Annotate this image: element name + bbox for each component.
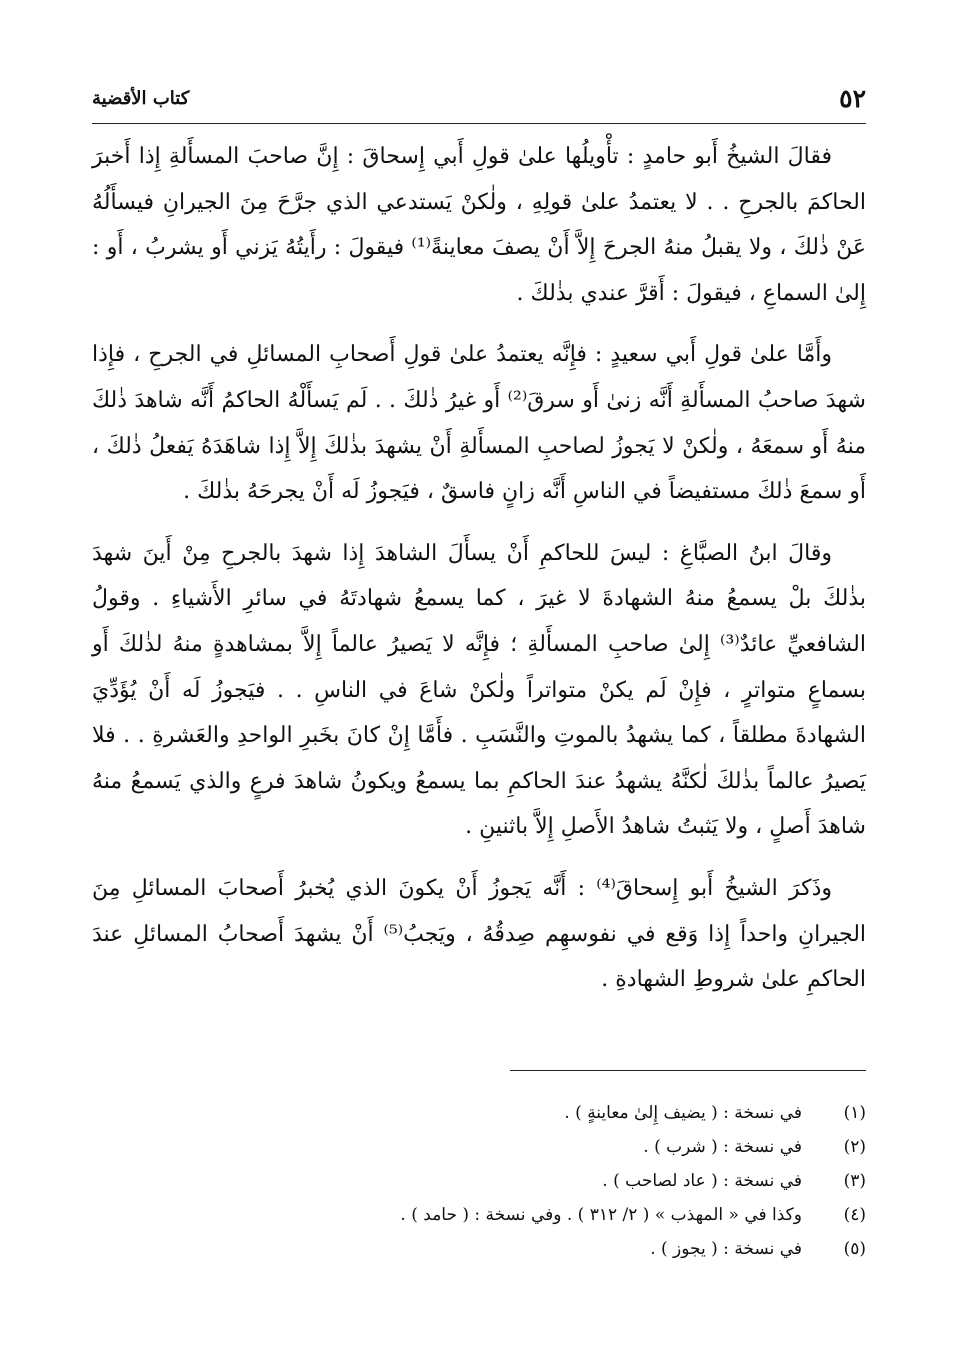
footnote-text: في نسخة : ( شرب ) . bbox=[643, 1137, 802, 1157]
paragraph: وأَمَّا علىٰ قولِ أَبي سعيدٍ : فإِنَّه يعتمدُ علىٰ قولِ أَصحابِ المسائلِ في الجرحِ ، فإِذا شهدَ صاحبُ المسأَلةِ أَنَّه زنىٰ أَو سرقَ⁽²⁾ أَو غيرُ ذٰلكَ . . لَم يَسأَلْهُ الحاكمُ أَنَّه شاهدَ ذٰلكَ منهُ أَو سمعَهُ ، ولٰكنْ لا يَجوزُ لصاحبِ المسأَلةِ أَنْ يشهدَ بذٰلكَ إِلاَّ إِذا شاهَدَهُ يَفعلُ ذٰلكَ ، أَو سمعَ ذٰلكَ مستفيضاً في الناسِ أَنَّه زانٍ فاسقٌ ، فيَجوزُ لَه أَنْ يجرحَهُ بذٰلكَ . bbox=[92, 342, 866, 505]
footnote-number: (٢) bbox=[843, 1137, 866, 1157]
footnote-text: في نسخة : ( يجوز ) . bbox=[650, 1239, 802, 1259]
main-text bbox=[92, 134, 866, 1019]
paragraph: وذَكرَ الشيخُ أَبو إِسحاقَ⁽⁴⁾ : أَنَّه يَجوزُ أَنْ يكونَ الذي يُخبرُ أَصحابَ المسائلِ مِنَ الجيرانِ واحداً إِذا وَقع في نفوسهِم صِدقُهُ ، ويَجبُ⁽⁵⁾ أَنْ يشهدَ أَصحابُ المسائلِ عندَ الحاكمِ علىٰ شروطِ الشهادةِ . bbox=[92, 875, 867, 993]
footnote-number: (٣) bbox=[843, 1171, 866, 1191]
footnote-item bbox=[92, 1096, 866, 1130]
footnote-item bbox=[92, 1198, 866, 1232]
footnote-number: (١) bbox=[843, 1103, 866, 1123]
footnote-text: وكذا في « المهذب » ( ٢/ ٣١٢ ) . وفي نسخة : ( حامد ) . bbox=[400, 1205, 802, 1225]
footnote-rule bbox=[510, 1070, 866, 1071]
header-rule bbox=[92, 123, 866, 124]
footnote-text: في نسخة : ( عاد لصاحب ) . bbox=[602, 1171, 802, 1191]
paragraph: فقالَ الشيخُ أَبو حامدٍ : تأْويلُها علىٰ قولِ أَبي إِسحاقَ : إِنَّ صاحبَ المسأَلةِ إِذا أَخبرَ الحاكمَ بالجرحِ . . لا يعتمدُ علىٰ قولِهِ ، ولٰكنْ يَستدعي الذي جرَّحَ مِنَ الجيرانِ فيسأَلُهُ عَنْ ذٰلكَ ، ولا يقبلُ منهُ الجرحَ إِلاَّ أَنْ يصفَ معاينةً⁽¹⁾ فيقولَ : رأَيتُهُ يَزني أَو يشربُ ، أَو : إِلىٰ السماعِ ، فيقولَ : أَقرَّ عندي بذٰلكَ . bbox=[92, 144, 866, 306]
paragraph: وقالَ ابنُ الصبَّاغِ : ليسَ للحاكمِ أَنْ يسأَلَ الشاهدَ إِذا شهدَ بالجرحِ مِنْ أَينَ شهدَ بذٰلكَ بلْ يسمعُ منهُ الشهادةَ لا غيرَ ، كما يسمعُ شهادتَهُ في سائرِ الأَشياءِ . وقولُ الشافعيِّ عائدٌ⁽³⁾ إِلىٰ صاحبِ المسأَلةِ ؛ فإِنَّه لا يَصيرُ عالماً إِلاَّ بمشاهدةٍ منهُ لذٰلكَ أَو بسماعٍ متواترٍ ، فإِنْ لَم يكنْ متواتراً ولٰكنْ شاعَ في الناسِ . . فيَجوزُ لَه أَنْ يُؤَدِّيَ الشهادةَ مطلقاً ، كما يشهدُ بالموتِ والنَّسَبِ . فأَمَّا إِنْ كانَ بخَبرِ الواحدِ والعَشرةِ . . فلا يَصيرُ عالماً بذٰلكَ لٰكنَّهُ يشهدُ عندَ الحاكمِ بما يسمعُ ويكونُ شاهدَ فرعٍ والذي يَسمعُ منهُ شاهدَ أَصلٍ ، ولا يَثبتُ شاهدُ الأَصلِ إِلاَّ باثنينِ . bbox=[92, 540, 866, 840]
running-title: كتاب الأقضية bbox=[92, 88, 190, 109]
page-number: ٥٢ bbox=[839, 84, 866, 113]
footnote-item bbox=[92, 1232, 866, 1266]
footnote-number: (٥) bbox=[843, 1239, 866, 1259]
footnote-item bbox=[92, 1130, 866, 1164]
footnote-text: في نسخة : ( يضيف إِلىٰ معاينةٍ ) . bbox=[564, 1103, 802, 1123]
footnote-number: (٤) bbox=[843, 1205, 866, 1225]
footnotes bbox=[92, 1096, 866, 1266]
page-header bbox=[92, 84, 866, 116]
footnote-item bbox=[92, 1164, 866, 1198]
